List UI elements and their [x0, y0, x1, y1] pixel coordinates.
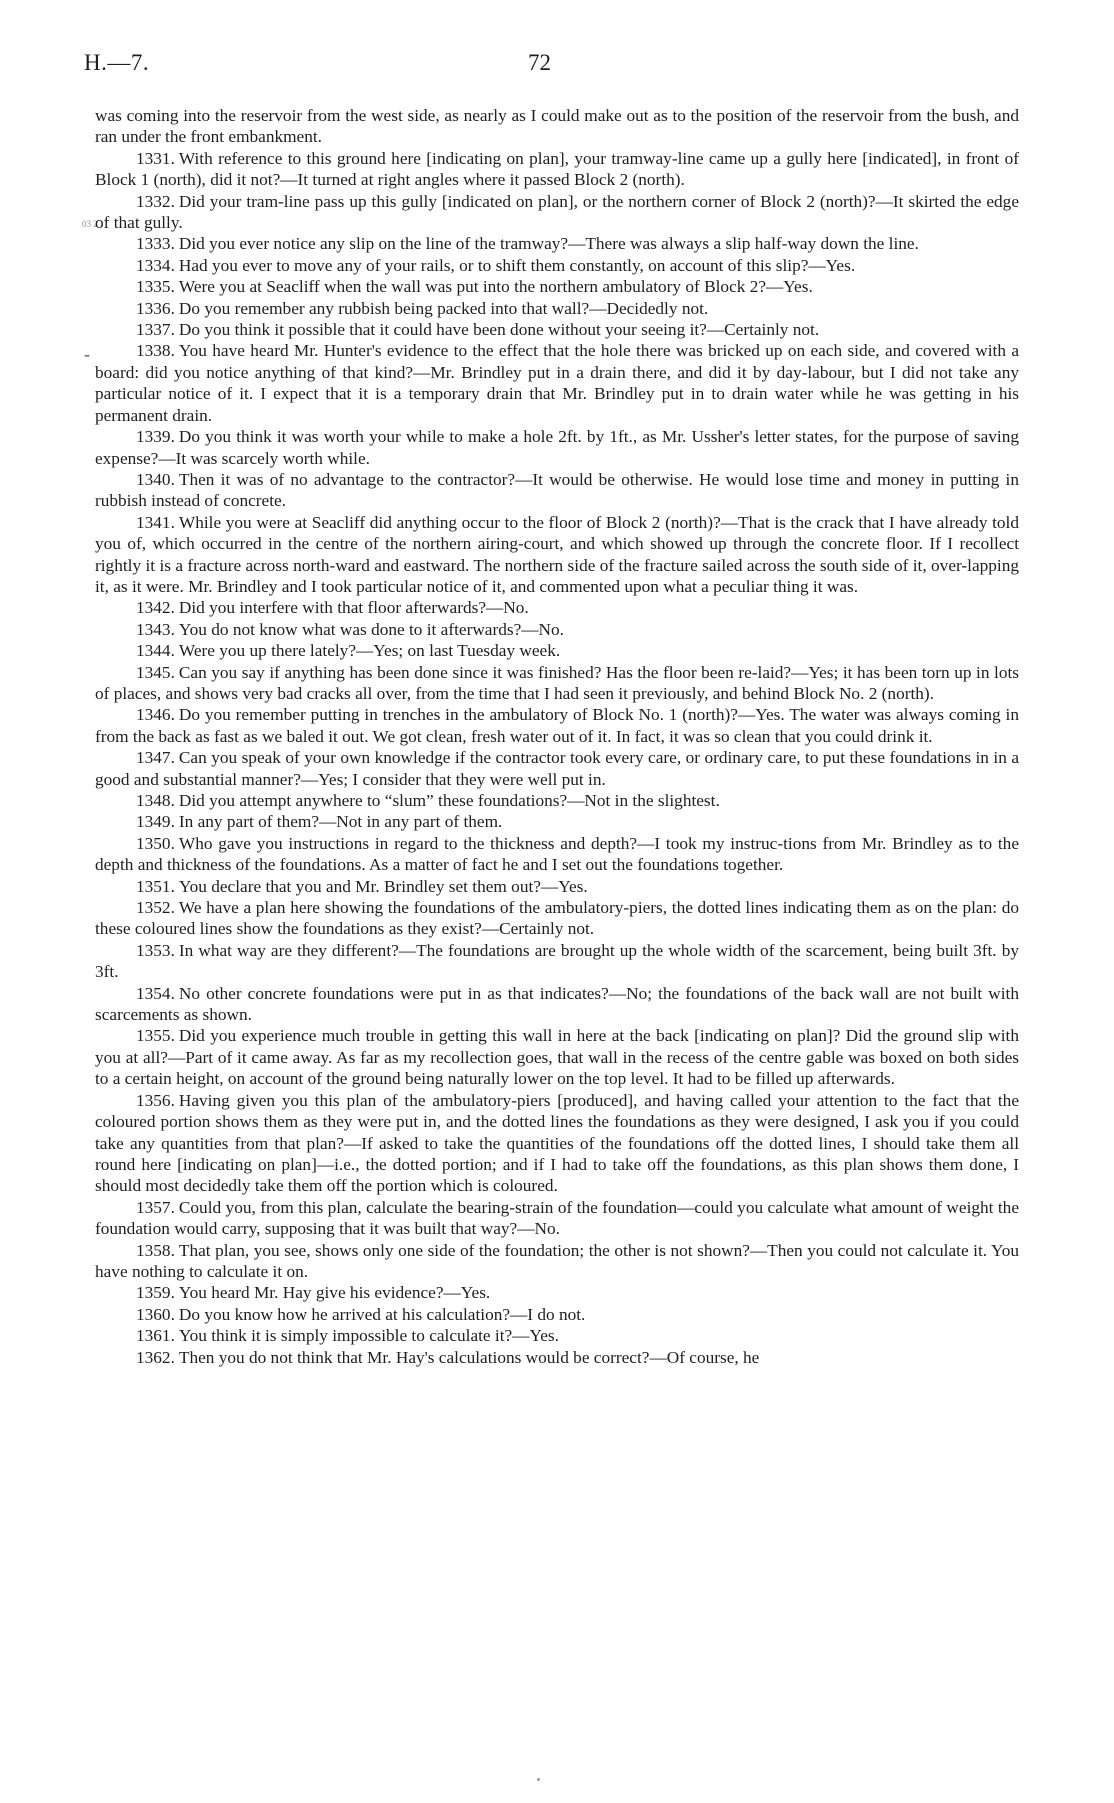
- question-number: 1334.: [136, 255, 175, 275]
- question-number: 1342.: [136, 598, 175, 618]
- question-number: 1356.: [136, 1090, 175, 1110]
- paragraph-text: You think it is simply impossible to calculate it?—Yes.: [178, 1326, 559, 1346]
- speck-mark: [537, 1778, 540, 1781]
- paragraph-text: You heard Mr. Hay give his evidence?—Yes.: [178, 1283, 491, 1303]
- question-paragraph: [95, 940, 1019, 983]
- paragraph-text: Had you ever to move any of your rails, or to shift them constantly, on account of this slip?—Yes.: [178, 255, 856, 275]
- question-paragraph: [95, 640, 1019, 661]
- question-paragraph: [95, 1304, 1019, 1325]
- paragraph-text: In any part of them?—Not in any part of them.: [178, 812, 503, 832]
- question-number: 1343.: [136, 619, 175, 639]
- question-paragraph: [95, 105, 1019, 148]
- question-number: 1351.: [136, 876, 175, 896]
- question-paragraph: [95, 619, 1019, 640]
- question-paragraph: [95, 811, 1019, 832]
- paragraph-text: In what way are they different?—The foundations are brought up the whole width of the scarcement, being built 3ft. by 3ft.: [95, 940, 1019, 982]
- paragraph-text: We have a plan here showing the foundations of the ambulatory-piers, the dotted lines indicating them as on the plan: do these coloured lines show the foundations as they exist?—Certainly not.: [95, 898, 1019, 939]
- question-paragraph: [95, 319, 1019, 340]
- paragraph-text: Did your tram-line pass up this gully [indicated on plan], or the northern corner of Block 2 (north)?—It skirted the edge of that gully.: [95, 191, 1019, 233]
- page-number: 72: [528, 50, 551, 75]
- question-paragraph: [95, 340, 1019, 426]
- question-number: 1350.: [136, 833, 175, 853]
- paragraph-text: Did you ever notice any slip on the line of the tramway?—There was always a slip half-way down the line.: [178, 234, 919, 254]
- paragraph-text: was coming into the reservoir from the west side, as nearly as I could make out as to the position of the reservoir from the bush, and ran under the front embankment.: [95, 106, 1019, 147]
- question-paragraph: [95, 1240, 1019, 1283]
- margin-bullet: -: [84, 344, 90, 364]
- question-number: 1357.: [136, 1197, 175, 1217]
- question-paragraph: [95, 1325, 1019, 1346]
- question-paragraph: [95, 255, 1019, 276]
- paragraph-text: Can you say if anything has been done since it was finished? Has the floor been re-laid?—Yes; it has been torn up in lots of places, and shows very bad cracks all over, from the time that I had seen it previously, and behind Block No. 2 (north).: [95, 662, 1019, 703]
- paragraph-text: You do not know what was done to it afterwards?—No.: [178, 619, 564, 639]
- paragraph-text: Then it was of no advantage to the contractor?—It would be otherwise. He would lose time and money in putting in rubbish instead of concrete.: [95, 469, 1019, 511]
- paragraph-text: Did you experience much trouble in getting this wall in here at the back [indicating on plan]? Did the ground slip with you at all?—Part of it came away. As far as my recollection goes, that wall in the recess of the centre gable was boxed on both sides to a certain height, on account of the ground being naturally lower on the top level. It had to be filled up afterwards.: [95, 1026, 1019, 1089]
- question-number: 1355.: [136, 1026, 175, 1046]
- paragraph-text: Then you do not think that Mr. Hay's calculations would be correct?—Of course, he: [178, 1347, 760, 1367]
- question-paragraph: [95, 298, 1019, 319]
- question-number: 1359.: [136, 1283, 175, 1303]
- question-number: 1332.: [136, 191, 175, 211]
- paragraph-text: Were you up there lately?—Yes; on last Tuesday week.: [178, 641, 561, 661]
- paragraph-text: Can you speak of your own knowledge if the contractor took every care, or ordinary care, to put these foundations in in a good and substantial manner?—Yes; I consider that they were well put in.: [95, 748, 1019, 789]
- question-paragraph: [95, 597, 1019, 618]
- question-number: 1346.: [136, 705, 175, 725]
- question-number: 1341.: [136, 512, 175, 532]
- question-paragraph: [95, 790, 1019, 811]
- paragraph-text: Were you at Seacliff when the wall was put into the northern ambulatory of Block 2?—Yes.: [178, 277, 813, 297]
- question-number: 1333.: [136, 234, 175, 254]
- question-paragraph: [95, 897, 1019, 940]
- question-number: 1352.: [136, 898, 175, 918]
- question-paragraph: [95, 469, 1019, 512]
- question-number: 1349.: [136, 812, 175, 832]
- question-paragraph: [95, 1197, 1019, 1240]
- paragraph-text: You have heard Mr. Hunter's evidence to the effect that the hole there was bricked up on each side, and covered with a board: did you notice anything of that kind?—Mr. Brindley put in a drain there, and did it by day-labour, but I did not take any particular notice of it. I expect that it is a temporary drain that Mr. Brindley put in to drain water while he was getting in his permanent drain.: [95, 341, 1019, 425]
- paragraph-text: While you were at Seacliff did anything occur to the floor of Block 2 (north)?—That is the crack that I have already told you of, which occurred in the centre of the northern airing-court, and which showed up through the concrete floor. If I recollect rightly it is a fracture across north-ward and eastward. The northern side of the fracture sailed across the south side of it, over-lapping it, as it were. Mr. Brindley and I took particular notice of it, and commented upon what a peculiar thing it was.: [95, 512, 1019, 596]
- question-number: 1358.: [136, 1240, 175, 1260]
- question-paragraph: [95, 833, 1019, 876]
- question-paragraph: [95, 1025, 1019, 1089]
- question-paragraph: [95, 191, 1019, 234]
- paragraph-text: Do you remember any rubbish being packed into that wall?—Decidedly not.: [178, 298, 709, 318]
- question-paragraph: [95, 276, 1019, 297]
- paragraph-text: With reference to this ground here [indicating on plan], your tramway-line came up a gully here [indicated], in front of Block 1 (north), did it not?—It turned at right angles where it passed Block 2 (north).: [95, 148, 1019, 190]
- question-number: 1353.: [136, 940, 175, 960]
- question-number: 1362.: [136, 1347, 175, 1367]
- paragraph-text: Having given you this plan of the ambulatory-piers [produced], and having called your attention to the fact that the coloured portion shows them as they were put in, and the dotted lines the foundations as they were designed, I ask you if you could take any quantities from that plan?—If asked to take the quantities of the foundations off the dotted lines, I should take them all round here [indicating on plan]—i.e., the dotted portion; and if I had to take off the foundations, as this plan shows them done, I should most decidedly take them off the portion which is coloured.: [95, 1090, 1019, 1196]
- question-number: 1361.: [136, 1326, 175, 1346]
- paragraph-text: Do you remember putting in trenches in the ambulatory of Block No. 1 (north)?—Yes. The water was always coming in from the back as fast as we baled it out. We got clean, fresh water out of it. In fact, it was so clean that you could drink it.: [95, 705, 1019, 746]
- question-paragraph: [95, 876, 1019, 897]
- question-paragraph: [95, 233, 1019, 254]
- question-number: 1347.: [136, 748, 175, 768]
- question-number: 1336.: [136, 298, 175, 318]
- question-number: 1337.: [136, 320, 175, 340]
- paragraph-text: Did you attempt anywhere to “slum” these foundations?—Not in the slightest.: [178, 791, 720, 810]
- question-paragraph: [95, 704, 1019, 747]
- paragraph-text: Do you know how he arrived at his calculation?—I do not.: [178, 1304, 586, 1324]
- paragraph-text: You declare that you and Mr. Brindley set them out?—Yes.: [178, 876, 588, 896]
- question-number: 1345.: [136, 662, 175, 682]
- question-number: 1354.: [136, 983, 175, 1003]
- paragraph-text: Do you think it possible that it could have been done without your seeing it?—Certainly not.: [178, 320, 820, 340]
- document-reference: H.—7.: [84, 50, 150, 75]
- paragraph-text: No other concrete foundations were put in as that indicates?—No; the foundations of the back wall are not built with scarcements as shown.: [95, 983, 1019, 1025]
- question-paragraph: [95, 662, 1019, 705]
- margin-annotation: 03 2: [82, 219, 98, 229]
- question-number: 1344.: [136, 641, 175, 661]
- paragraph-text: Could you, from this plan, calculate the bearing-strain of the foundation—could you calculate what amount of weight the foundation would carry, supposing that it was built that way?—No.: [95, 1197, 1019, 1239]
- evidence-transcript: [95, 105, 1019, 1368]
- question-paragraph: [95, 1090, 1019, 1197]
- paragraph-text: Do you think it was worth your while to make a hole 2ft. by 1ft., as Mr. Ussher's letter states, for the purpose of saving expense?—It was scarcely worth while.: [95, 427, 1019, 468]
- question-number: 1331.: [136, 148, 175, 168]
- question-paragraph: [95, 512, 1019, 598]
- question-number: 1360.: [136, 1304, 175, 1324]
- question-paragraph: [95, 747, 1019, 790]
- question-number: 1348.: [136, 791, 175, 810]
- question-paragraph: [95, 1347, 1019, 1368]
- question-paragraph: [95, 148, 1019, 191]
- question-paragraph: [95, 426, 1019, 469]
- question-paragraph: [95, 1282, 1019, 1303]
- question-number: 1338.: [136, 341, 175, 361]
- paragraph-text: Did you interfere with that floor afterwards?—No.: [178, 598, 529, 618]
- paragraph-text: That plan, you see, shows only one side of the foundation; the other is not shown?—Then you could not calculate it. You have nothing to calculate it on.: [95, 1240, 1019, 1281]
- question-number: 1339.: [136, 427, 175, 447]
- question-number: 1335.: [136, 277, 175, 297]
- question-number: 1340.: [136, 469, 175, 489]
- question-paragraph: [95, 983, 1019, 1026]
- paragraph-text: Who gave you instructions in regard to the thickness and depth?—I took my instruc-tions from Mr. Brindley as to the depth and thickness of the foundations. As a matter of fact he and I set out the foundations together.: [95, 833, 1019, 875]
